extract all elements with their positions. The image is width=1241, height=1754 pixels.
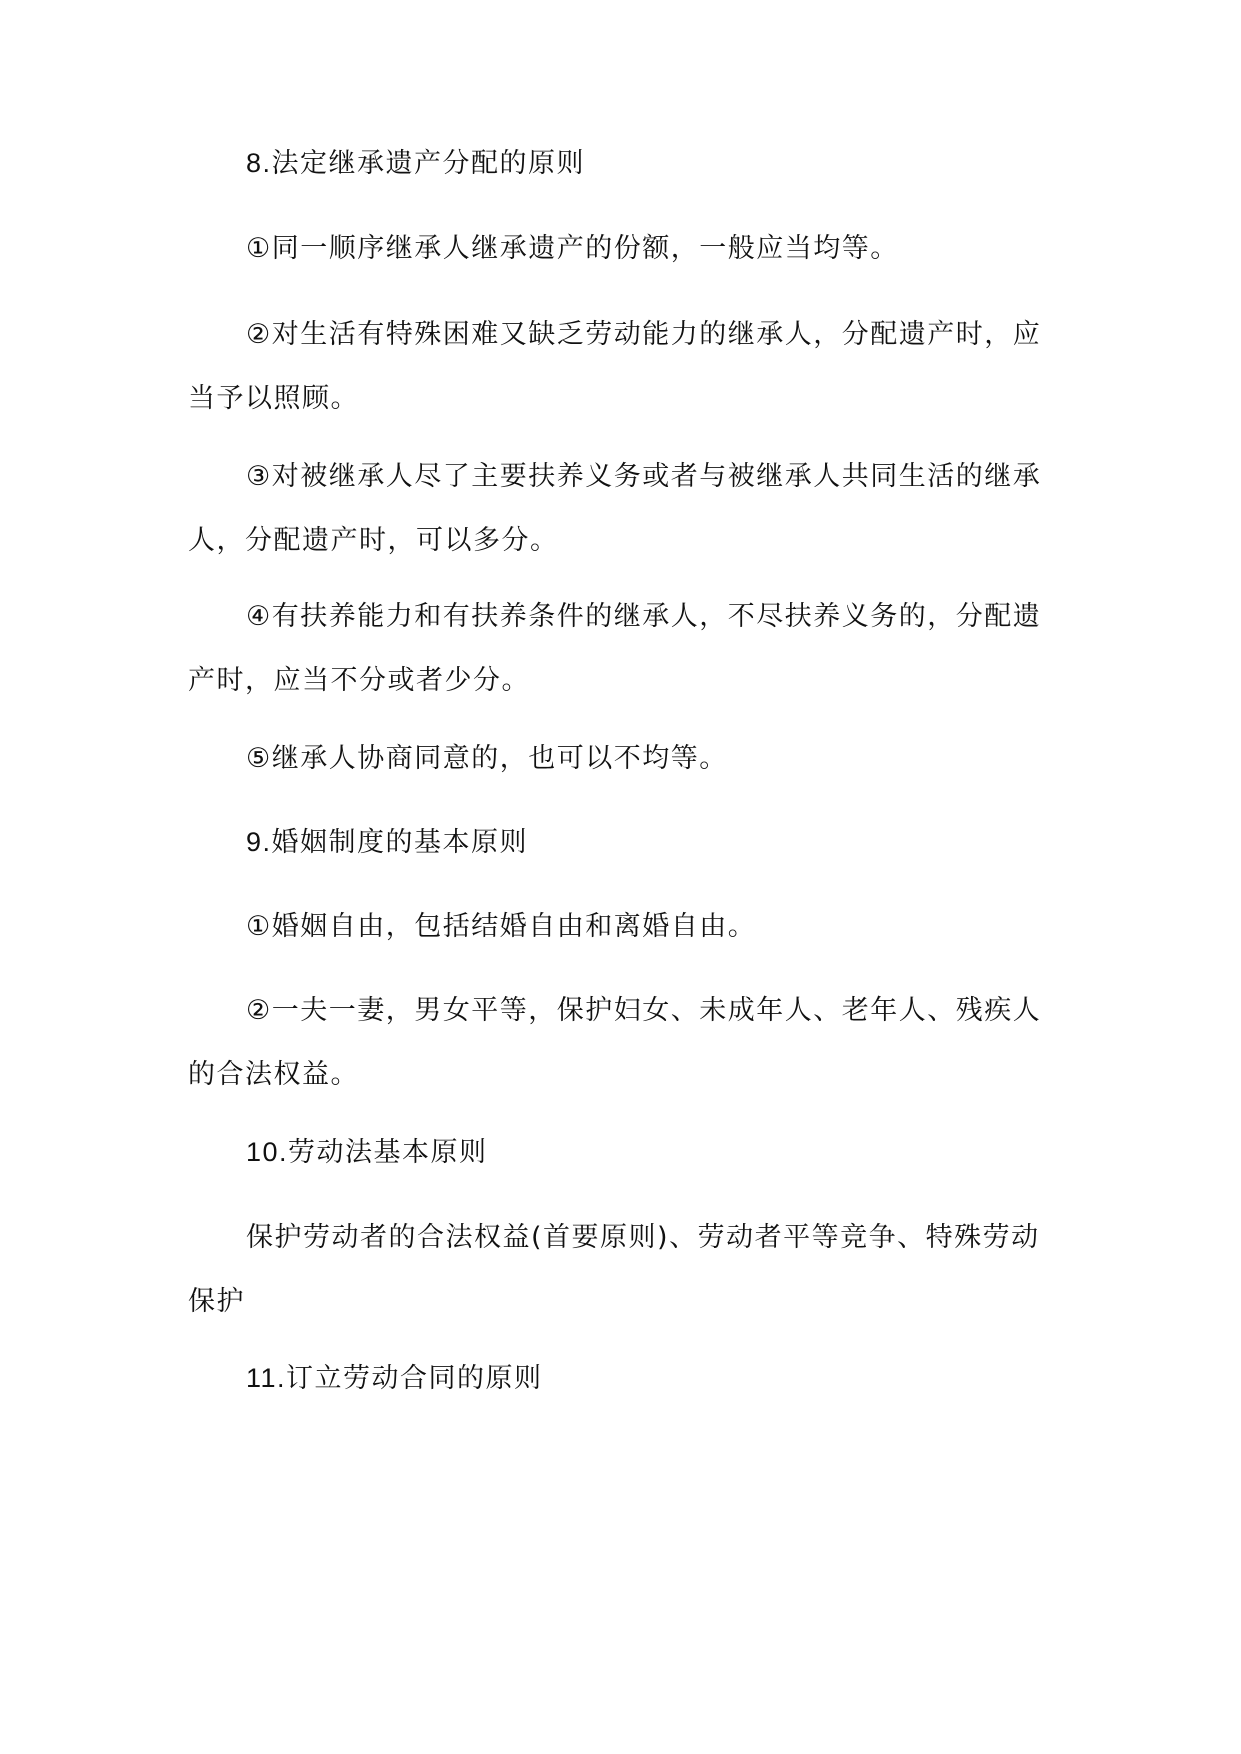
section-heading-10: 10.劳动法基本原则 [246,1137,488,1167]
list-item-8-5: ⑤继承人协商同意的，也可以不均等。 [246,743,728,774]
body-paragraph-10: 保护劳动者的合法权益(首要原则)、劳动者平等竞争、特殊劳动保护 [188,1222,1040,1317]
list-item-8-1: ①同一顺序继承人继承遗产的份额，一般应当均等。 [246,233,899,264]
list-item-8-4: ④有扶养能力和有扶养条件的继承人，不尽扶养义务的，分配遗产时，应当不分或者少分。 [188,601,1042,696]
section-heading-9: 9.婚姻制度的基本原则 [246,827,529,857]
list-item-8-2: ②对生活有特殊困难又缺乏劳动能力的继承人，分配遗产时，应当予以照顾。 [188,319,1042,414]
section-heading-11: 11.订立劳动合同的原则 [246,1363,543,1393]
list-item-9-1: ①婚姻自由，包括结婚自由和离婚自由。 [246,911,757,942]
section-heading-8: 8.法定继承遗产分配的原则 [246,148,586,178]
list-item-8-3: ③对被继承人尽了主要扶养义务或者与被继承人共同生活的继承人，分配遗产时，可以多分。 [188,461,1042,556]
list-item-9-2: ②一夫一妻，男女平等，保护妇女、未成年人、老年人、残疾人的合法权益。 [188,995,1042,1090]
